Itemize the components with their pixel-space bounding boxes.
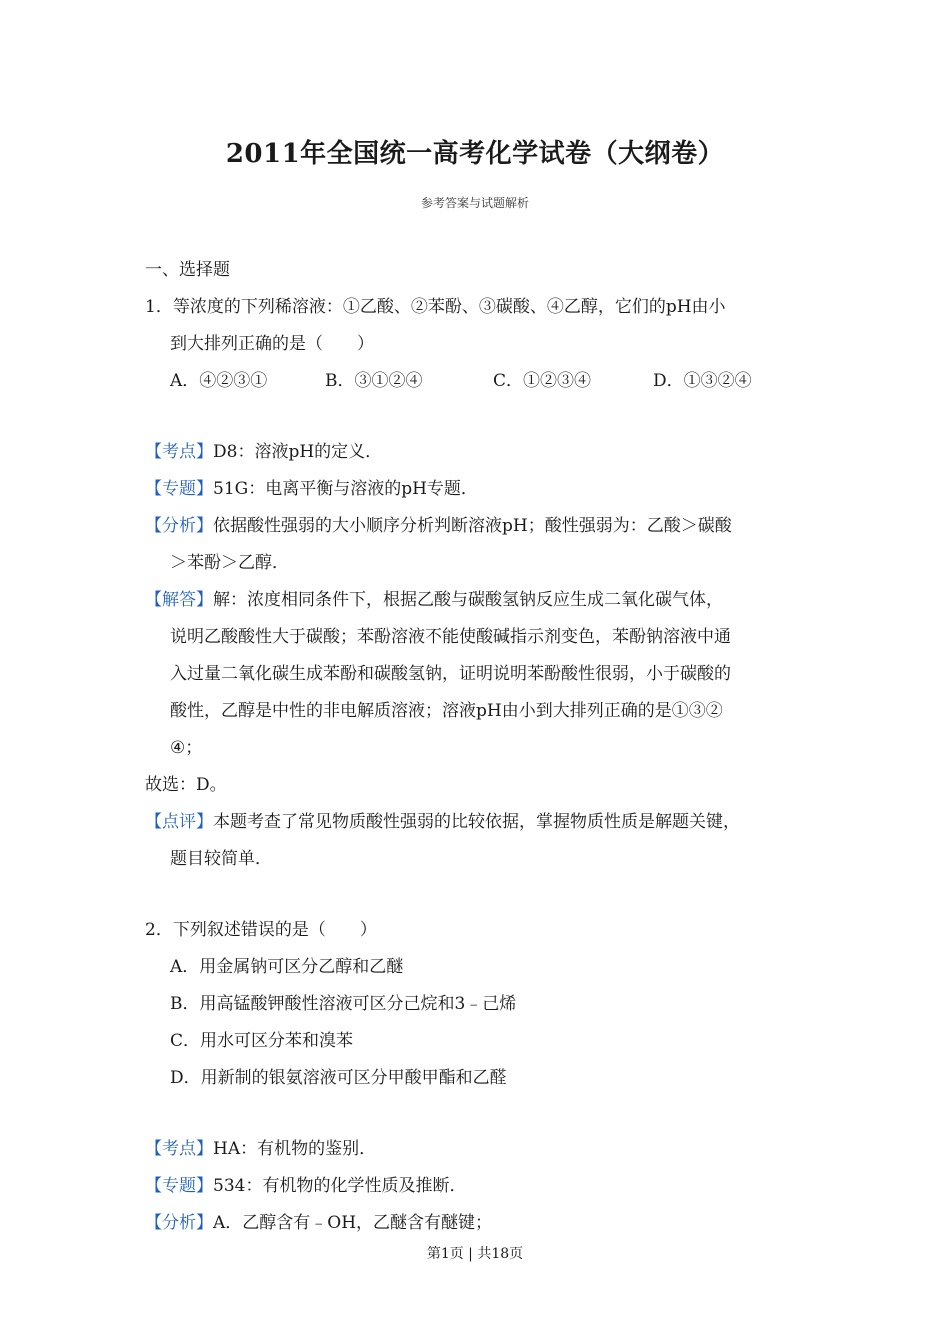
q1-dianping — [145, 807, 817, 844]
q2-option-d: D．用新制的银氨溶液可区分甲酸甲酯和乙醛 — [170, 1068, 507, 1088]
q2-kaodian — [145, 1134, 817, 1171]
q1-fenxi — [145, 511, 817, 548]
zhuanti-tag: 【专题】 — [145, 1176, 213, 1196]
q1-option-b: B．③①②④ — [325, 371, 423, 391]
q2-option-a: A．用金属钠可区分乙醇和乙醚 — [170, 957, 404, 977]
q1-jieda — [145, 585, 817, 622]
q1-jieda-line4: 酸性，乙醇是中性的非电解质溶液；溶液pH由小到大排列正确的是①③② — [170, 701, 723, 721]
document-title: 2011年全国统一高考化学试卷（大纲卷） — [225, 139, 725, 169]
document-body — [145, 255, 817, 1245]
document-subtitle: 参考答案与试题解析 — [420, 196, 529, 210]
q2-kaodian-text: HA：有机物的鉴别． — [213, 1139, 377, 1159]
q2-zhuanti-text: 534：有机物的化学性质及推断． — [213, 1176, 467, 1196]
q2-option-c: C．用水可区分苯和溴苯 — [170, 1031, 354, 1051]
q1-options — [145, 366, 817, 403]
q1-fenxi-text: 依据酸性强弱的大小顺序分析判断溶液pH；酸性强弱为：乙酸＞碳酸 — [213, 516, 732, 536]
q1-zhuanti-text: 51G：电离平衡与溶液的pH专题． — [213, 479, 478, 499]
q1-kaodian — [145, 437, 817, 474]
q1-jieda-line5: ④； — [170, 738, 203, 758]
kaodian-tag: 【考点】 — [145, 442, 213, 462]
q1-dianping-line2: 题目较简单． — [170, 849, 272, 869]
q1-jieda-text: 解：浓度相同条件下，根据乙酸与碳酸氢钠反应生成二氧化碳气体， — [213, 590, 723, 610]
q1-kaodian-text: D8：溶液pH的定义． — [213, 442, 383, 462]
kaodian-tag: 【考点】 — [145, 1139, 213, 1159]
section-title: 一、选择题 — [145, 260, 230, 280]
q1-option-d: D．①③②④ — [653, 371, 752, 391]
q1-zhuanti — [145, 474, 817, 511]
q1-stem-line1: 1．等浓度的下列稀溶液：①乙酸、②苯酚、③碳酸、④乙醇，它们的pH由小 — [145, 297, 726, 317]
q1-option-c: C．①②③④ — [493, 371, 592, 391]
fenxi-tag: 【分析】 — [145, 516, 213, 536]
q1-fenxi-line2: ＞苯酚＞乙醇． — [170, 553, 289, 573]
q2-stem: 2．下列叙述错误的是（ ） — [145, 920, 377, 940]
zhuanti-tag: 【专题】 — [145, 479, 213, 499]
q2-fenxi-text: A．乙醇含有﹣OH，乙醚含有醚键； — [213, 1213, 493, 1233]
q1-dianping-text: 本题考查了常见物质酸性强弱的比较依据，掌握物质性质是解题关键， — [213, 812, 740, 832]
q2-zhuanti — [145, 1171, 817, 1208]
q1-option-a: A．④②③① — [170, 371, 268, 391]
q1-jieda-line3: 入过量二氧化碳生成苯酚和碳酸氢钠，证明说明苯酚酸性很弱，小于碳酸的 — [170, 664, 731, 684]
jieda-tag: 【解答】 — [145, 590, 213, 610]
q1-answer: 故选：D。 — [145, 775, 227, 795]
q2-option-b: B．用高锰酸钾酸性溶液可区分己烷和3﹣己烯 — [170, 994, 517, 1014]
fenxi-tag: 【分析】 — [145, 1213, 213, 1233]
q1-jieda-line2: 说明乙酸酸性大于碳酸；苯酚溶液不能使酸碱指示剂变色，苯酚钠溶液中通 — [170, 627, 731, 647]
q1-stem-line2: 到大排列正确的是（ ） — [170, 334, 374, 354]
dianping-tag: 【点评】 — [145, 812, 213, 832]
page-footer: 第1页 | 共18页 — [426, 1246, 524, 1262]
q2-fenxi — [145, 1208, 817, 1245]
